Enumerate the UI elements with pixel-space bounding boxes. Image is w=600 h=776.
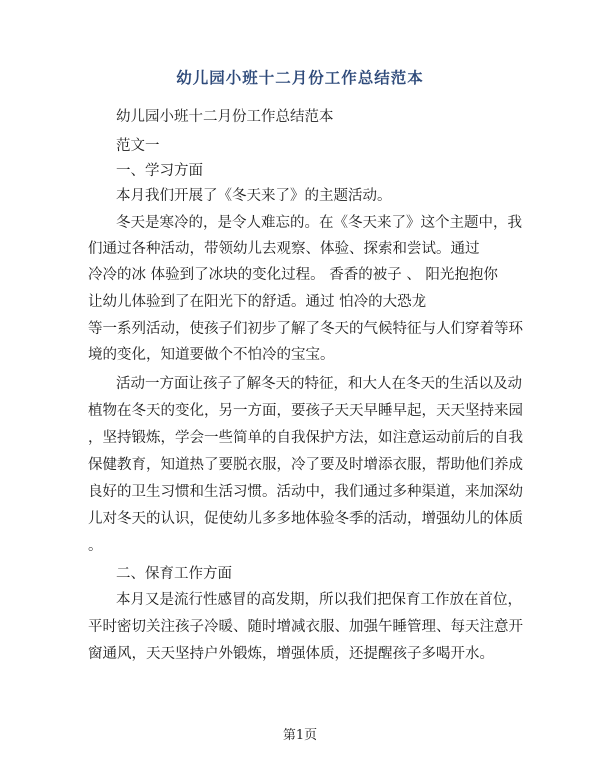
paragraph-line: ，坚持锻炼，学会一些简单的自我保护方法，如注意运动前后的自我 xyxy=(88,430,523,446)
paragraph-line: 窗通风，天天坚持户外锻炼，增强体质，还提醒孩子多喝开水。 xyxy=(88,646,494,662)
paragraph-line: 良好的卫生习惯和生活习惯。活动中，我们通过多种渠道，来加深幼 xyxy=(88,484,523,500)
paragraph-line: 儿对冬天的认识，促使幼儿多多地体验冬季的活动，增强幼儿的体质 xyxy=(88,511,523,527)
paragraph-line: 冬天是寒冷的，是令人难忘的。在《冬天来了》这个主题中，我 xyxy=(116,215,522,231)
paragraph-line: 境的变化，知道要做个不怕冷的宝宝。 xyxy=(88,347,335,363)
document-title: 幼儿园小班十二月份工作总结范本 xyxy=(176,69,424,87)
paragraph-line: 让幼儿体验到了在阳光下的舒适。通过 怕冷的大恐龙 xyxy=(88,294,427,310)
paragraph-line: 冷冷的冰 体验到了冰块的变化过程。 香香的被子 、 阳光抱抱你 xyxy=(88,267,498,283)
paragraph-line: 保健教育，知道热了要脱衣服，冷了要及时增添衣服，帮助他们养成 xyxy=(88,457,523,473)
section-heading-care: 二、保育工作方面 xyxy=(116,566,232,582)
paragraph-line: 平时密切关注孩子冷暖、随时增减衣服、加强午睡管理、每天注意开 xyxy=(88,619,523,635)
paragraph-line: 本月又是流行性感冒的高发期，所以我们把保育工作放在首位， xyxy=(116,592,522,608)
subtitle-line: 幼儿园小班十二月份工作总结范本 xyxy=(116,109,334,125)
paragraph-line: 本月我们开展了《冬天来了》的主题活动。 xyxy=(116,188,392,204)
sample-label: 范文一 xyxy=(116,138,160,154)
paragraph-line: 。 xyxy=(88,538,103,554)
page-number: 第1页 xyxy=(282,728,318,743)
paragraph-line: 活动一方面让孩子了解冬天的特征，和大人在冬天的生活以及动 xyxy=(116,376,522,392)
section-heading-study: 一、学习方面 xyxy=(116,163,203,179)
paragraph-line: 植物在冬天的变化，另一方面，要孩子天天早睡早起，天天坚持来园 xyxy=(88,403,523,419)
paragraph-line: 们通过各种活动，带领幼儿去观察、体验、探索和尝试。通过 xyxy=(88,241,480,257)
paragraph-line: 等一系列活动，使孩子们初步了解了冬天的气候特征与人们穿着等环 xyxy=(88,321,523,337)
